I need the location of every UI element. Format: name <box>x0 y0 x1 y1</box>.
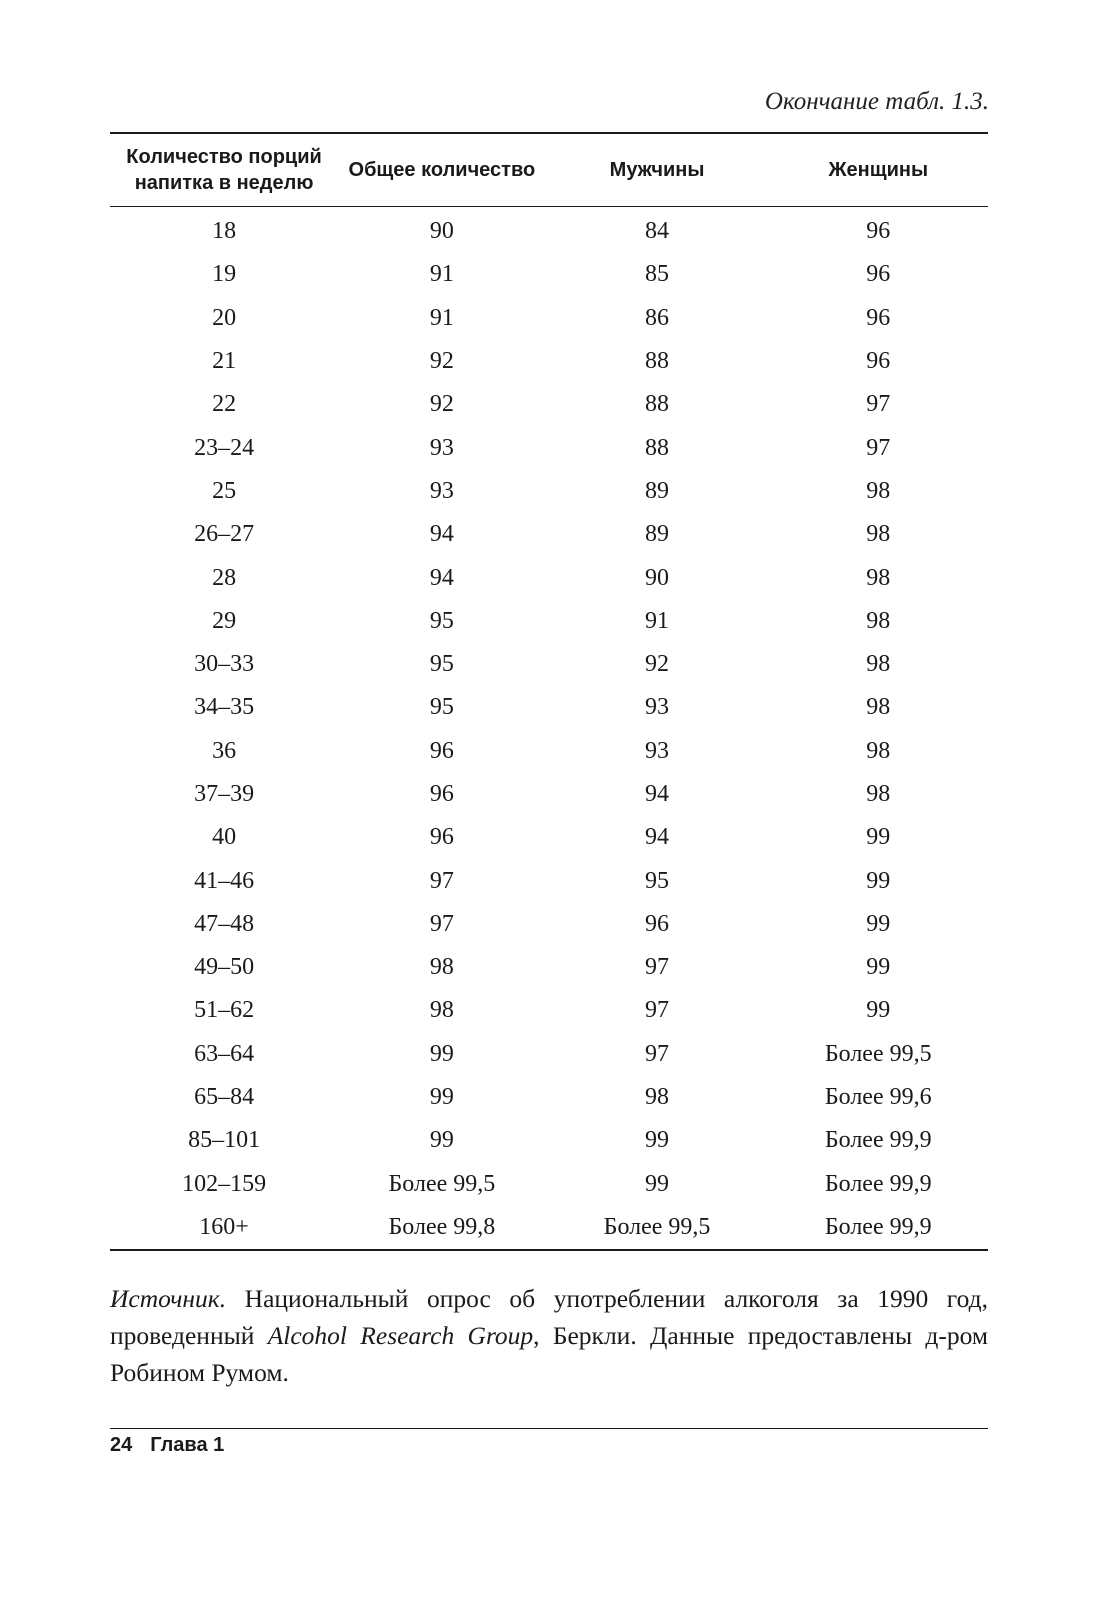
cell-servings: 23–24 <box>194 434 255 461</box>
cell-servings: 20 <box>212 304 237 331</box>
table-row <box>110 1076 988 1119</box>
table-row <box>110 600 988 643</box>
table-row <box>110 470 988 513</box>
table-header <box>110 133 988 207</box>
cell-men: 89 <box>645 477 670 504</box>
cell-women: 96 <box>866 304 891 331</box>
cell-servings: 30–33 <box>194 651 255 678</box>
cell-servings: 41–46 <box>194 867 255 894</box>
header-women: Женщины <box>768 133 988 207</box>
cell-men: 85 <box>645 261 670 288</box>
cell-women: 98 <box>866 564 891 591</box>
cell-servings: 21 <box>212 348 237 375</box>
cell-total: 95 <box>429 694 454 721</box>
page-number: 24 <box>110 1434 133 1456</box>
cell-men: 94 <box>645 781 670 807</box>
cell-servings: 49–50 <box>194 954 255 981</box>
cell-total: 93 <box>429 477 454 504</box>
cell-total: 94 <box>429 521 454 548</box>
chapter-label: Глава 1 <box>150 1434 225 1456</box>
cell-total: 90 <box>429 218 454 245</box>
cell-men: 84 <box>645 218 670 245</box>
header-total: Общее количество <box>338 133 546 207</box>
cell-servings: 26–27 <box>194 521 255 548</box>
table-body <box>110 207 988 1251</box>
cell-total: 96 <box>429 737 454 764</box>
cell-men: 88 <box>645 434 670 461</box>
header-servings-per-week: Количество порций напитка в неделю <box>110 133 338 207</box>
cell-total: 93 <box>429 434 454 461</box>
cell-total: 96 <box>429 824 454 851</box>
cell-total: 97 <box>429 867 454 894</box>
table-row <box>110 989 988 1032</box>
table-row <box>110 859 988 902</box>
cell-women: 98 <box>866 781 891 807</box>
cell-men: 97 <box>645 997 670 1024</box>
cell-men: 93 <box>645 737 670 764</box>
cell-total: 91 <box>429 261 454 288</box>
cell-total: 98 <box>429 954 454 981</box>
table-row <box>110 297 988 340</box>
page-footer <box>110 1434 224 1457</box>
table-row <box>110 816 988 859</box>
cell-servings: 18 <box>212 218 237 245</box>
cell-men: 90 <box>645 564 670 591</box>
table-row <box>110 1119 988 1162</box>
cell-total: 91 <box>429 304 454 331</box>
source-label: Источник. <box>110 1284 227 1313</box>
cell-women: 99 <box>866 824 891 851</box>
cell-total: 95 <box>429 607 454 634</box>
cell-women: 96 <box>866 218 891 245</box>
table-row <box>110 1033 988 1076</box>
cell-women: Более 99,9 <box>824 1213 932 1240</box>
cell-men: 93 <box>645 694 670 721</box>
cell-servings: 85–101 <box>188 1127 261 1154</box>
cell-men: 95 <box>645 867 670 894</box>
cell-total: 99 <box>429 1040 454 1067</box>
cell-women: 96 <box>866 348 891 375</box>
cell-servings: 65–84 <box>194 1084 255 1111</box>
cell-total: 95 <box>429 651 454 678</box>
cell-servings: 40 <box>212 824 237 851</box>
cell-men: 98 <box>645 1084 670 1111</box>
table-row <box>110 253 988 296</box>
cell-women: 99 <box>866 867 891 894</box>
cell-total: 96 <box>429 781 454 807</box>
cell-servings: 36 <box>212 737 237 764</box>
cell-total: 94 <box>429 564 454 591</box>
table-row <box>110 426 988 469</box>
cell-women: 98 <box>866 737 891 764</box>
table-row <box>110 383 988 426</box>
cell-total: Более 99,5 <box>388 1170 496 1197</box>
cell-servings: 63–64 <box>194 1040 255 1067</box>
table-row <box>110 643 988 686</box>
cell-women: 98 <box>866 477 891 504</box>
table-caption: Окончание табл. 1.3. <box>764 88 989 115</box>
cell-women: 97 <box>866 434 891 461</box>
cell-men: 89 <box>645 521 670 548</box>
table-row <box>110 1206 988 1250</box>
cell-servings: 25 <box>212 477 237 504</box>
cell-men: 92 <box>645 651 670 678</box>
cell-total: 98 <box>429 997 454 1024</box>
cell-women: 98 <box>866 694 891 721</box>
cell-women: 98 <box>866 521 891 548</box>
cell-total: 97 <box>429 910 454 937</box>
cell-men: 99 <box>645 1170 670 1197</box>
cell-servings: 47–48 <box>194 910 255 937</box>
data-table-container <box>110 132 988 1251</box>
cell-women: 97 <box>866 391 891 418</box>
table-row <box>110 207 988 254</box>
table-row <box>110 340 988 383</box>
cell-total: Более 99,8 <box>388 1213 496 1240</box>
cell-women: 99 <box>866 910 891 937</box>
cell-servings: 102–159 <box>182 1170 267 1197</box>
cell-servings: 22 <box>212 391 237 418</box>
cell-women: Более 99,6 <box>824 1084 932 1111</box>
cell-women: Более 99,9 <box>824 1127 932 1154</box>
cell-servings: 37–39 <box>194 781 255 807</box>
cell-men: 99 <box>645 1127 670 1154</box>
cell-men: 97 <box>645 1040 670 1067</box>
cell-servings: 29 <box>212 607 237 634</box>
cell-servings: 160+ <box>199 1213 249 1240</box>
cell-total: 92 <box>429 391 454 418</box>
cell-men: 86 <box>645 304 670 331</box>
table-row <box>110 513 988 556</box>
source-text-1: Национальный опрос об употреблении алкоголя за 1990 год, проведенный <box>110 1284 988 1350</box>
cell-women: 98 <box>866 607 891 634</box>
cell-men: 88 <box>645 391 670 418</box>
table-row <box>110 903 988 946</box>
cell-women: 96 <box>866 261 891 288</box>
table-row <box>110 556 988 599</box>
cell-women: Более 99,9 <box>824 1170 932 1197</box>
table-row <box>110 1163 988 1206</box>
cell-men: 91 <box>645 607 670 634</box>
data-table <box>110 132 988 1251</box>
cell-women: 99 <box>866 954 891 981</box>
cell-men: 96 <box>645 910 670 937</box>
header-row <box>110 133 988 207</box>
cell-men: Более 99,5 <box>603 1213 711 1240</box>
cell-total: 99 <box>429 1127 454 1154</box>
table-row <box>110 730 988 773</box>
header-men: Мужчины <box>546 133 769 207</box>
source-org: Alcohol Research Group <box>267 1321 534 1350</box>
cell-women: 98 <box>866 651 891 678</box>
cell-servings: 51–62 <box>194 997 255 1024</box>
cell-total: 99 <box>429 1084 454 1111</box>
cell-men: 97 <box>645 954 670 981</box>
cell-men: 88 <box>645 348 670 375</box>
cell-servings: 28 <box>212 564 237 591</box>
cell-men: 94 <box>645 824 670 851</box>
cell-servings: 19 <box>212 261 237 288</box>
table-row <box>110 946 988 989</box>
table-row <box>110 686 988 729</box>
footer-divider <box>110 1428 988 1429</box>
source-note <box>110 1280 988 1391</box>
cell-total: 92 <box>429 348 454 375</box>
source-text-2: , Беркли. Данные предоставлены д-ром Робином Румом. <box>110 1321 989 1387</box>
cell-women: 99 <box>866 997 891 1024</box>
cell-women: Более 99,5 <box>824 1040 932 1067</box>
cell-servings: 34–35 <box>194 694 255 721</box>
table-row <box>110 773 988 816</box>
